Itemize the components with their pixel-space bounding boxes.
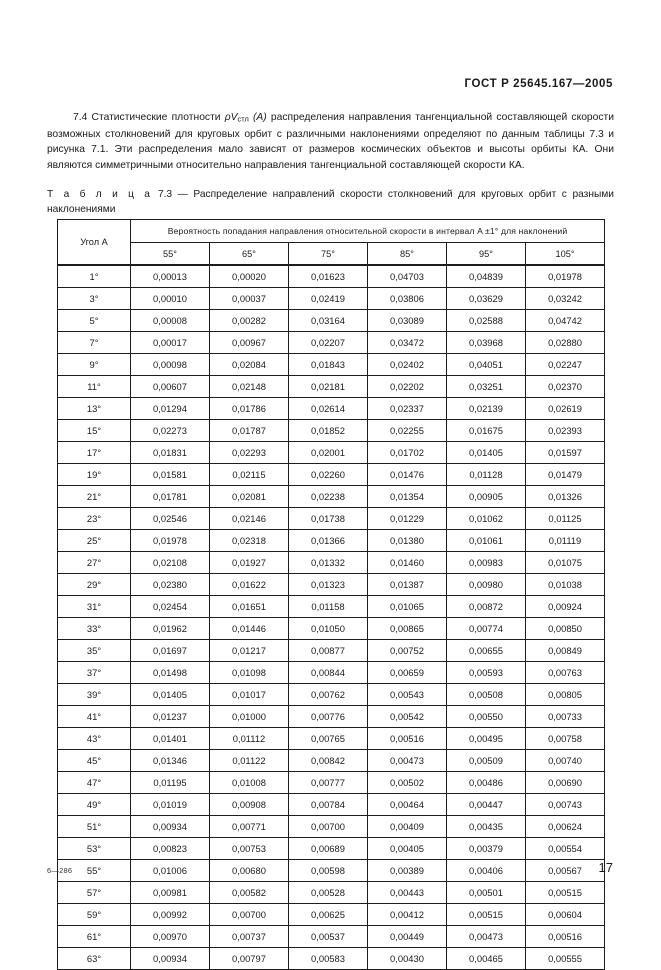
paragraph-number: 7.4	[73, 112, 88, 123]
cell-probability: 0,00980	[447, 574, 526, 596]
cell-probability: 0,02207	[289, 332, 368, 354]
cell-angle: 21°	[58, 486, 131, 508]
table-row	[58, 376, 605, 398]
cell-angle: 19°	[58, 464, 131, 486]
cell-probability: 0,04839	[447, 265, 526, 288]
cell-angle: 17°	[58, 442, 131, 464]
table-row	[58, 420, 605, 442]
cell-probability: 0,00098	[131, 354, 210, 376]
body-text-block	[47, 110, 614, 173]
cell-probability: 0,00823	[131, 838, 210, 860]
header-group: Вероятность попадания направления относительной скорости в интервал A ±1° для наклонений	[131, 220, 605, 243]
cell-probability: 0,01651	[210, 596, 289, 618]
cell-probability: 0,01006	[131, 860, 210, 882]
cell-probability: 0,01119	[526, 530, 605, 552]
cell-probability: 0,00733	[526, 706, 605, 728]
cell-probability: 0,00877	[289, 640, 368, 662]
caption-number: 7.3	[157, 189, 173, 200]
table-row	[58, 464, 605, 486]
cell-probability: 0,00740	[526, 750, 605, 772]
cell-probability: 0,01581	[131, 464, 210, 486]
cell-probability: 0,04703	[368, 265, 447, 288]
cell-probability: 0,01675	[447, 420, 526, 442]
cell-probability: 0,02115	[210, 464, 289, 486]
cell-probability: 0,00554	[526, 838, 605, 860]
cell-probability: 0,02318	[210, 530, 289, 552]
header-incl-95: 95°	[447, 243, 526, 266]
header-incl-85: 85°	[368, 243, 447, 266]
table-row	[58, 574, 605, 596]
cell-probability: 0,00473	[447, 926, 526, 948]
page-number: 17	[598, 860, 613, 875]
table-row	[58, 662, 605, 684]
cell-probability: 0,01158	[289, 596, 368, 618]
cell-probability: 0,00537	[289, 926, 368, 948]
paragraph-rest: распределения направления тангенциальной составляющей скорости возможных столкновений для круговых орбит с различными наклонениями определяют по данным таблицы 7.3 и рисунка 7.1. Эти распределения мало зависят от размеров космических объектов и высоты орбиты КА. Они являются симметричными относительно направления тангенциальной составляющей скорости КА.	[47, 112, 614, 171]
cell-probability: 0,00762	[289, 684, 368, 706]
cell-angle: 11°	[58, 376, 131, 398]
cell-probability: 0,01843	[289, 354, 368, 376]
standard-header: ГОСТ Р 25645.167—2005	[464, 78, 613, 90]
header-incl-55: 55°	[131, 243, 210, 266]
cell-probability: 0,01112	[210, 728, 289, 750]
cell-probability: 0,02588	[447, 310, 526, 332]
cell-probability: 0,00567	[526, 860, 605, 882]
cell-probability: 0,00844	[289, 662, 368, 684]
cell-angle: 1°	[58, 265, 131, 288]
cell-probability: 0,02619	[526, 398, 605, 420]
cell-probability: 0,00409	[368, 816, 447, 838]
cell-probability: 0,01019	[131, 794, 210, 816]
cell-probability: 0,00582	[210, 882, 289, 904]
table-row	[58, 794, 605, 816]
cell-probability: 0,02402	[368, 354, 447, 376]
cell-probability: 0,00967	[210, 332, 289, 354]
cell-probability: 0,00501	[447, 882, 526, 904]
cell-angle: 5°	[58, 310, 131, 332]
cell-probability: 0,00680	[210, 860, 289, 882]
header-incl-105: 105°	[526, 243, 605, 266]
cell-probability: 0,00607	[131, 376, 210, 398]
cell-probability: 0,00777	[289, 772, 368, 794]
cell-probability: 0,01038	[526, 574, 605, 596]
cell-probability: 0,00774	[447, 618, 526, 640]
cell-probability: 0,04051	[447, 354, 526, 376]
cell-probability: 0,00970	[131, 926, 210, 948]
cell-probability: 0,00776	[289, 706, 368, 728]
cell-angle: 35°	[58, 640, 131, 662]
cell-probability: 0,00583	[289, 948, 368, 970]
cell-probability: 0,02393	[526, 420, 605, 442]
cell-probability: 0,00797	[210, 948, 289, 970]
cell-probability: 0,00412	[368, 904, 447, 926]
caption-label: Т а б л и ц а	[47, 189, 153, 200]
cell-probability: 0,00737	[210, 926, 289, 948]
table-row	[58, 618, 605, 640]
cell-probability: 0,01787	[210, 420, 289, 442]
cell-probability: 0,00752	[368, 640, 447, 662]
cell-probability: 0,01962	[131, 618, 210, 640]
cell-probability: 0,00872	[447, 596, 526, 618]
cell-angle: 49°	[58, 794, 131, 816]
cell-angle: 37°	[58, 662, 131, 684]
cell-angle: 33°	[58, 618, 131, 640]
table-row	[58, 882, 605, 904]
paragraph-lead-in: Статистические плотности	[91, 112, 225, 123]
cell-probability: 0,00020	[210, 265, 289, 288]
cell-probability: 0,02084	[210, 354, 289, 376]
table-row	[58, 728, 605, 750]
cell-probability: 0,01927	[210, 552, 289, 574]
cell-probability: 0,00753	[210, 838, 289, 860]
table-row	[58, 398, 605, 420]
cell-probability: 0,00850	[526, 618, 605, 640]
cell-probability: 0,02238	[289, 486, 368, 508]
symbol-v: V	[230, 112, 238, 123]
table-row	[58, 684, 605, 706]
cell-probability: 0,00010	[131, 288, 210, 310]
cell-probability: 0,00983	[447, 552, 526, 574]
cell-probability: 0,00758	[526, 728, 605, 750]
cell-probability: 0,02273	[131, 420, 210, 442]
table-row	[58, 948, 605, 970]
header-angle: Угол A	[58, 220, 131, 266]
table-row	[58, 552, 605, 574]
cell-probability: 0,01050	[289, 618, 368, 640]
cell-probability: 0,00555	[526, 948, 605, 970]
cell-probability: 0,01326	[526, 486, 605, 508]
table-row	[58, 442, 605, 464]
cell-probability: 0,02139	[447, 398, 526, 420]
cell-angle: 45°	[58, 750, 131, 772]
cell-probability: 0,02247	[526, 354, 605, 376]
table-row	[58, 816, 605, 838]
cell-probability: 0,00037	[210, 288, 289, 310]
cell-probability: 0,02337	[368, 398, 447, 420]
cell-probability: 0,03242	[526, 288, 605, 310]
cell-probability: 0,01008	[210, 772, 289, 794]
cell-probability: 0,02419	[289, 288, 368, 310]
cell-probability: 0,00593	[447, 662, 526, 684]
cell-probability: 0,00905	[447, 486, 526, 508]
cell-probability: 0,01446	[210, 618, 289, 640]
cell-probability: 0,00515	[447, 904, 526, 926]
table-row	[58, 486, 605, 508]
cell-angle: 57°	[58, 882, 131, 904]
cell-probability: 0,01346	[131, 750, 210, 772]
cell-angle: 51°	[58, 816, 131, 838]
cell-probability: 0,01294	[131, 398, 210, 420]
cell-probability: 0,01323	[289, 574, 368, 596]
cell-probability: 0,01781	[131, 486, 210, 508]
cell-angle: 29°	[58, 574, 131, 596]
cell-angle: 23°	[58, 508, 131, 530]
cell-probability: 0,01623	[289, 265, 368, 288]
cell-probability: 0,02148	[210, 376, 289, 398]
cell-probability: 0,00435	[447, 816, 526, 838]
cell-probability: 0,01075	[526, 552, 605, 574]
cell-probability: 0,01476	[368, 464, 447, 486]
cell-probability: 0,00765	[289, 728, 368, 750]
table-row	[58, 860, 605, 882]
cell-probability: 0,00604	[526, 904, 605, 926]
cell-probability: 0,01978	[526, 265, 605, 288]
cell-probability: 0,01498	[131, 662, 210, 684]
cell-probability: 0,01229	[368, 508, 447, 530]
cell-probability: 0,01479	[526, 464, 605, 486]
cell-probability: 0,00516	[526, 926, 605, 948]
cell-probability: 0,01831	[131, 442, 210, 464]
cell-probability: 0,01017	[210, 684, 289, 706]
cell-probability: 0,00924	[526, 596, 605, 618]
cell-probability: 0,02001	[289, 442, 368, 464]
caption-dash: —	[177, 189, 188, 200]
cell-angle: 55°	[58, 860, 131, 882]
cell-probability: 0,02146	[210, 508, 289, 530]
cell-probability: 0,01098	[210, 662, 289, 684]
cell-probability: 0,03089	[368, 310, 447, 332]
cell-probability: 0,00771	[210, 816, 289, 838]
table-row	[58, 926, 605, 948]
cell-probability: 0,02260	[289, 464, 368, 486]
cell-angle: 25°	[58, 530, 131, 552]
table-row	[58, 332, 605, 354]
cell-probability: 0,01387	[368, 574, 447, 596]
cell-probability: 0,00624	[526, 816, 605, 838]
cell-angle: 27°	[58, 552, 131, 574]
cell-probability: 0,01405	[131, 684, 210, 706]
header-incl-65: 65°	[210, 243, 289, 266]
paragraph-7-4	[47, 110, 614, 173]
cell-probability: 0,00805	[526, 684, 605, 706]
cell-probability: 0,00908	[210, 794, 289, 816]
cell-probability: 0,00464	[368, 794, 447, 816]
table-header-row-2	[58, 243, 605, 266]
table-row	[58, 310, 605, 332]
cell-probability: 0,00690	[526, 772, 605, 794]
cell-probability: 0,00013	[131, 265, 210, 288]
cell-angle: 61°	[58, 926, 131, 948]
cell-probability: 0,01195	[131, 772, 210, 794]
cell-probability: 0,00509	[447, 750, 526, 772]
symbol-subscript: стл	[237, 114, 249, 124]
cell-probability: 0,00849	[526, 640, 605, 662]
cell-probability: 0,02255	[368, 420, 447, 442]
cell-probability: 0,00655	[447, 640, 526, 662]
cell-probability: 0,01000	[210, 706, 289, 728]
table-row	[58, 288, 605, 310]
cell-probability: 0,00689	[289, 838, 368, 860]
cell-angle: 15°	[58, 420, 131, 442]
cell-probability: 0,00465	[447, 948, 526, 970]
table-row	[58, 904, 605, 926]
table-row	[58, 750, 605, 772]
cell-probability: 0,00379	[447, 838, 526, 860]
cell-probability: 0,00447	[447, 794, 526, 816]
cell-probability: 0,00017	[131, 332, 210, 354]
cell-angle: 7°	[58, 332, 131, 354]
cell-probability: 0,00842	[289, 750, 368, 772]
cell-probability: 0,00502	[368, 772, 447, 794]
table-body	[58, 265, 605, 970]
cell-angle: 41°	[58, 706, 131, 728]
cell-probability: 0,01978	[131, 530, 210, 552]
table-row	[58, 640, 605, 662]
cell-probability: 0,01738	[289, 508, 368, 530]
cell-probability: 0,02614	[289, 398, 368, 420]
cell-probability: 0,02081	[210, 486, 289, 508]
cell-angle: 63°	[58, 948, 131, 970]
cell-probability: 0,00784	[289, 794, 368, 816]
cell-probability: 0,00495	[447, 728, 526, 750]
cell-probability: 0,01405	[447, 442, 526, 464]
cell-probability: 0,00550	[447, 706, 526, 728]
header-incl-75: 75°	[289, 243, 368, 266]
symbol-rho: ρ	[224, 112, 231, 123]
cell-probability: 0,01122	[210, 750, 289, 772]
cell-probability: 0,01065	[368, 596, 447, 618]
table-row	[58, 596, 605, 618]
cell-probability: 0,00516	[368, 728, 447, 750]
cell-probability: 0,01061	[447, 530, 526, 552]
cell-probability: 0,01125	[526, 508, 605, 530]
cell-probability: 0,00405	[368, 838, 447, 860]
cell-probability: 0,02880	[526, 332, 605, 354]
cell-probability: 0,02108	[131, 552, 210, 574]
cell-angle: 31°	[58, 596, 131, 618]
cell-probability: 0,01697	[131, 640, 210, 662]
cell-probability: 0,03629	[447, 288, 526, 310]
cell-probability: 0,00443	[368, 882, 447, 904]
cell-probability: 0,00282	[210, 310, 289, 332]
cell-probability: 0,02293	[210, 442, 289, 464]
caption-text: Распределение направлений скорости столкновений для круговых орбит с разными наклонениями	[47, 189, 614, 215]
cell-angle: 43°	[58, 728, 131, 750]
cell-probability: 0,04742	[526, 310, 605, 332]
cell-probability: 0,01786	[210, 398, 289, 420]
cell-probability: 0,00389	[368, 860, 447, 882]
cell-angle: 39°	[58, 684, 131, 706]
cell-probability: 0,00008	[131, 310, 210, 332]
cell-probability: 0,02181	[289, 376, 368, 398]
cell-angle: 59°	[58, 904, 131, 926]
cell-probability: 0,00406	[447, 860, 526, 882]
cell-probability: 0,03968	[447, 332, 526, 354]
cell-probability: 0,00934	[131, 948, 210, 970]
cell-angle: 9°	[58, 354, 131, 376]
cell-angle: 13°	[58, 398, 131, 420]
cell-probability: 0,01852	[289, 420, 368, 442]
table-row	[58, 265, 605, 288]
cell-probability: 0,00515	[526, 882, 605, 904]
cell-probability: 0,01332	[289, 552, 368, 574]
cell-probability: 0,02546	[131, 508, 210, 530]
cell-probability: 0,01460	[368, 552, 447, 574]
cell-probability: 0,01597	[526, 442, 605, 464]
cell-probability: 0,00992	[131, 904, 210, 926]
cell-probability: 0,00543	[368, 684, 447, 706]
symbol-argument: (A)	[252, 112, 267, 123]
cell-angle: 3°	[58, 288, 131, 310]
table-caption	[47, 188, 614, 217]
cell-angle: 47°	[58, 772, 131, 794]
cell-angle: 53°	[58, 838, 131, 860]
cell-probability: 0,01622	[210, 574, 289, 596]
cell-probability: 0,00473	[368, 750, 447, 772]
table-row	[58, 354, 605, 376]
table-container	[57, 219, 604, 970]
table-header-row-1	[58, 220, 605, 243]
cell-probability: 0,02202	[368, 376, 447, 398]
cell-probability: 0,01354	[368, 486, 447, 508]
cell-probability: 0,01217	[210, 640, 289, 662]
cell-probability: 0,02454	[131, 596, 210, 618]
cell-probability: 0,00625	[289, 904, 368, 926]
table-row	[58, 772, 605, 794]
table-row	[58, 530, 605, 552]
cell-probability: 0,00700	[210, 904, 289, 926]
cell-probability: 0,00743	[526, 794, 605, 816]
cell-probability: 0,00659	[368, 662, 447, 684]
cell-probability: 0,00486	[447, 772, 526, 794]
cell-probability: 0,03164	[289, 310, 368, 332]
cell-probability: 0,01702	[368, 442, 447, 464]
cell-probability: 0,00934	[131, 816, 210, 838]
cell-probability: 0,00700	[289, 816, 368, 838]
cell-probability: 0,03806	[368, 288, 447, 310]
cell-probability: 0,00508	[447, 684, 526, 706]
cell-probability: 0,03251	[447, 376, 526, 398]
table-head	[58, 220, 605, 266]
cell-probability: 0,02380	[131, 574, 210, 596]
footer-signature: 6—286	[47, 866, 73, 875]
cell-probability: 0,00981	[131, 882, 210, 904]
cell-probability: 0,01366	[289, 530, 368, 552]
table-row	[58, 706, 605, 728]
table-row	[58, 838, 605, 860]
cell-probability: 0,00528	[289, 882, 368, 904]
cell-probability: 0,01237	[131, 706, 210, 728]
cell-probability: 0,02370	[526, 376, 605, 398]
probability-table	[57, 219, 605, 970]
cell-probability: 0,01128	[447, 464, 526, 486]
cell-probability: 0,00763	[526, 662, 605, 684]
cell-probability: 0,01062	[447, 508, 526, 530]
cell-probability: 0,01401	[131, 728, 210, 750]
cell-probability: 0,00449	[368, 926, 447, 948]
table-row	[58, 508, 605, 530]
cell-probability: 0,00865	[368, 618, 447, 640]
cell-probability: 0,01380	[368, 530, 447, 552]
cell-probability: 0,00598	[289, 860, 368, 882]
cell-probability: 0,00542	[368, 706, 447, 728]
cell-probability: 0,00430	[368, 948, 447, 970]
cell-probability: 0,03472	[368, 332, 447, 354]
